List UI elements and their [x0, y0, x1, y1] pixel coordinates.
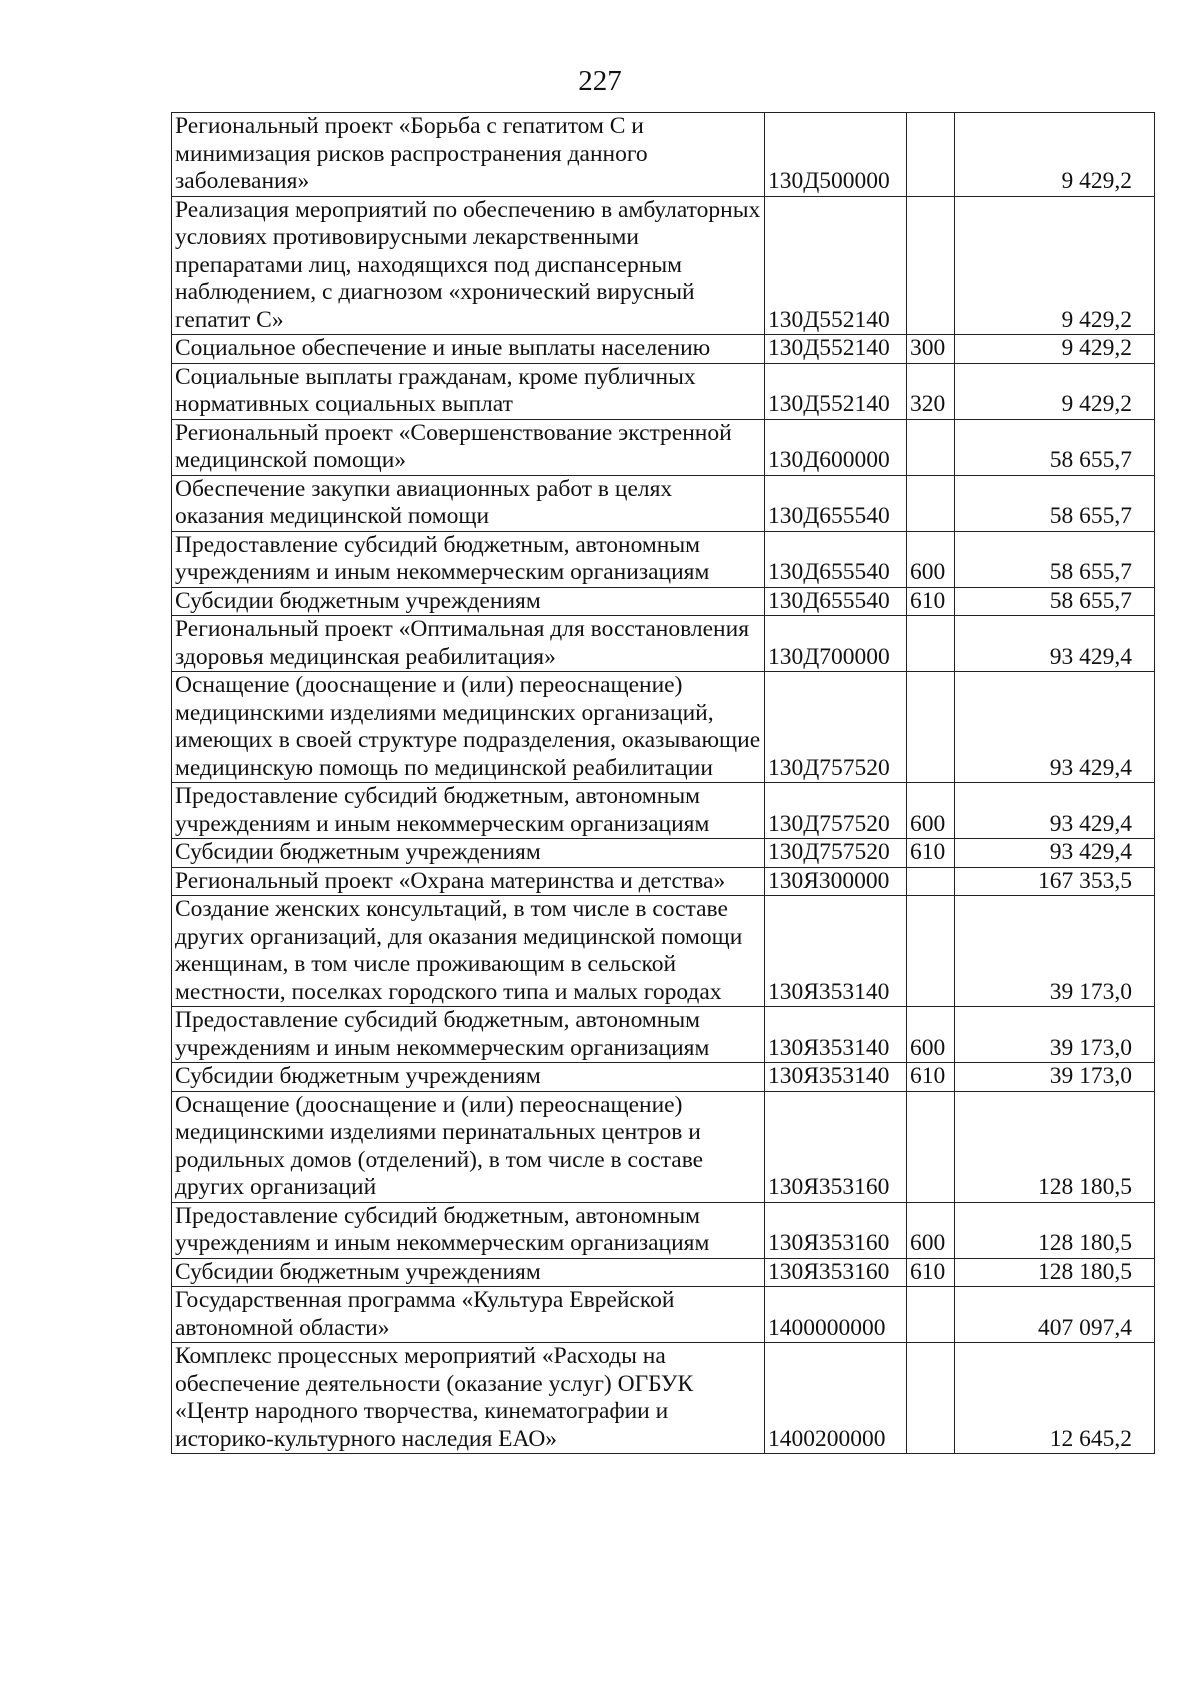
row-sum-cell: 128 180,5 — [955, 1202, 1155, 1258]
row-name-cell: Создание женских консультаций, в том числе в составе других организаций, для оказания медицинской помощи женщинам, в том числе проживающим в сельской местности, поселках городского типа и малых городах — [172, 896, 765, 1007]
row-code-cell: 130Д655540 — [765, 475, 907, 531]
row-type-cell — [907, 419, 955, 475]
row-sum-cell: 93 429,4 — [955, 783, 1155, 839]
table-row — [172, 475, 1155, 531]
table-row — [172, 672, 1155, 783]
row-name-cell: Региональный проект «Оптимальная для восстановления здоровья медицинская реабилитация» — [172, 616, 765, 672]
row-name-cell: Предоставление субсидий бюджетным, автономным учреждениям и иным некоммерческим организациям — [172, 531, 765, 587]
row-name-cell: Социальное обеспечение и иные выплаты населению — [172, 335, 765, 364]
row-name-cell: Предоставление субсидий бюджетным, автономным учреждениям и иным некоммерческим организациям — [172, 1202, 765, 1258]
table-row — [172, 1202, 1155, 1258]
row-code-cell: 1400000000 — [765, 1287, 907, 1343]
row-name-cell: Оснащение (дооснащение и (или) переоснащение) медицинскими изделиями перинатальных центров и родильных домов (отделений), в том числе в составе других организаций — [172, 1091, 765, 1202]
row-code-cell: 130Я353140 — [765, 1063, 907, 1092]
table-row — [172, 113, 1155, 197]
table-row — [172, 616, 1155, 672]
row-name-cell: Региональный проект «Совершенствование экстренной медицинской помощи» — [172, 419, 765, 475]
row-sum-cell: 9 429,2 — [955, 335, 1155, 364]
row-sum-cell: 12 645,2 — [955, 1343, 1155, 1454]
row-sum-cell: 58 655,7 — [955, 475, 1155, 531]
row-sum-cell: 58 655,7 — [955, 419, 1155, 475]
row-type-cell — [907, 196, 955, 335]
row-code-cell: 130Я353160 — [765, 1258, 907, 1287]
row-sum-cell: 93 429,4 — [955, 616, 1155, 672]
table-row — [172, 1063, 1155, 1092]
row-sum-cell: 407 097,4 — [955, 1287, 1155, 1343]
table-row — [172, 419, 1155, 475]
row-code-cell: 130Д757520 — [765, 672, 907, 783]
row-name-cell: Предоставление субсидий бюджетным, автономным учреждениям и иным некоммерческим организациям — [172, 783, 765, 839]
row-code-cell: 130Д655540 — [765, 531, 907, 587]
row-type-cell — [907, 113, 955, 197]
row-sum-cell: 39 173,0 — [955, 1063, 1155, 1092]
row-type-cell: 610 — [907, 1258, 955, 1287]
row-code-cell: 130Я300000 — [765, 867, 907, 896]
table-row — [172, 587, 1155, 616]
row-type-cell — [907, 475, 955, 531]
table-row — [172, 1343, 1155, 1454]
row-sum-cell: 39 173,0 — [955, 896, 1155, 1007]
row-name-cell: Региональный проект «Охрана материнства и детства» — [172, 867, 765, 896]
row-name-cell: Государственная программа «Культура Еврейской автономной области» — [172, 1287, 765, 1343]
table-row — [172, 1258, 1155, 1287]
row-code-cell: 130Д655540 — [765, 587, 907, 616]
row-code-cell: 1400200000 — [765, 1343, 907, 1454]
row-code-cell: 130Д757520 — [765, 839, 907, 868]
row-sum-cell: 58 655,7 — [955, 531, 1155, 587]
table-row — [172, 896, 1155, 1007]
row-sum-cell: 9 429,2 — [955, 196, 1155, 335]
table-row — [172, 335, 1155, 364]
row-code-cell: 130Д552140 — [765, 363, 907, 419]
row-sum-cell: 93 429,4 — [955, 672, 1155, 783]
row-type-cell — [907, 896, 955, 1007]
row-type-cell — [907, 1091, 955, 1202]
row-type-cell: 600 — [907, 783, 955, 839]
row-name-cell: Субсидии бюджетным учреждениям — [172, 1258, 765, 1287]
row-name-cell: Реализация мероприятий по обеспечению в амбулаторных условиях противовирусными лекарственными препаратами лиц, находящихся под диспансерным наблюдением, с диагнозом «хронический вирусный гепатит С» — [172, 196, 765, 335]
row-code-cell: 130Д700000 — [765, 616, 907, 672]
row-sum-cell: 128 180,5 — [955, 1258, 1155, 1287]
row-type-cell: 610 — [907, 1063, 955, 1092]
row-code-cell: 130Я353140 — [765, 1007, 907, 1063]
row-name-cell: Социальные выплаты гражданам, кроме публичных нормативных социальных выплат — [172, 363, 765, 419]
row-sum-cell: 39 173,0 — [955, 1007, 1155, 1063]
row-sum-cell: 9 429,2 — [955, 113, 1155, 197]
row-code-cell: 130Я353160 — [765, 1202, 907, 1258]
row-code-cell: 130Д552140 — [765, 335, 907, 364]
row-type-cell — [907, 616, 955, 672]
row-sum-cell: 167 353,5 — [955, 867, 1155, 896]
row-code-cell: 130Д500000 — [765, 113, 907, 197]
row-type-cell: 610 — [907, 839, 955, 868]
row-name-cell: Субсидии бюджетным учреждениям — [172, 587, 765, 616]
row-code-cell: 130Я353140 — [765, 896, 907, 1007]
table-row — [172, 1091, 1155, 1202]
row-type-cell: 320 — [907, 363, 955, 419]
row-sum-cell: 58 655,7 — [955, 587, 1155, 616]
row-type-cell — [907, 1287, 955, 1343]
row-code-cell: 130Я353160 — [765, 1091, 907, 1202]
row-sum-cell: 93 429,4 — [955, 839, 1155, 868]
row-code-cell: 130Д552140 — [765, 196, 907, 335]
table-row — [172, 839, 1155, 868]
row-name-cell: Субсидии бюджетным учреждениям — [172, 839, 765, 868]
row-sum-cell: 9 429,2 — [955, 363, 1155, 419]
row-type-cell — [907, 1343, 955, 1454]
budget-table — [171, 112, 1155, 1454]
row-type-cell — [907, 867, 955, 896]
table-row — [172, 1007, 1155, 1063]
row-type-cell — [907, 672, 955, 783]
table-row — [172, 1287, 1155, 1343]
row-type-cell: 600 — [907, 1202, 955, 1258]
table-row — [172, 363, 1155, 419]
row-name-cell: Обеспечение закупки авиационных работ в целях оказания медицинской помощи — [172, 475, 765, 531]
row-name-cell: Комплекс процессных мероприятий «Расходы на обеспечение деятельности (оказание услуг) ОГБУК «Центр народного творчества, кинематографии и историко-культурного наследия ЕАО» — [172, 1343, 765, 1454]
row-type-cell: 600 — [907, 1007, 955, 1063]
table-row — [172, 783, 1155, 839]
row-name-cell: Оснащение (дооснащение и (или) переоснащение) медицинскими изделиями медицинских организаций, имеющих в своей структуре подразделения, оказывающие медицинскую помощь по медицинской реабилитации — [172, 672, 765, 783]
row-name-cell: Региональный проект «Борьба с гепатитом С и минимизация рисков распространения данного заболевания» — [172, 113, 765, 197]
table-row — [172, 196, 1155, 335]
row-type-cell: 610 — [907, 587, 955, 616]
row-name-cell: Субсидии бюджетным учреждениям — [172, 1063, 765, 1092]
table-row — [172, 531, 1155, 587]
page-number: 227 — [578, 65, 622, 97]
row-type-cell: 300 — [907, 335, 955, 364]
row-code-cell: 130Д600000 — [765, 419, 907, 475]
row-code-cell: 130Д757520 — [765, 783, 907, 839]
row-type-cell: 600 — [907, 531, 955, 587]
row-sum-cell: 128 180,5 — [955, 1091, 1155, 1202]
row-name-cell: Предоставление субсидий бюджетным, автономным учреждениям и иным некоммерческим организациям — [172, 1007, 765, 1063]
table-row — [172, 867, 1155, 896]
